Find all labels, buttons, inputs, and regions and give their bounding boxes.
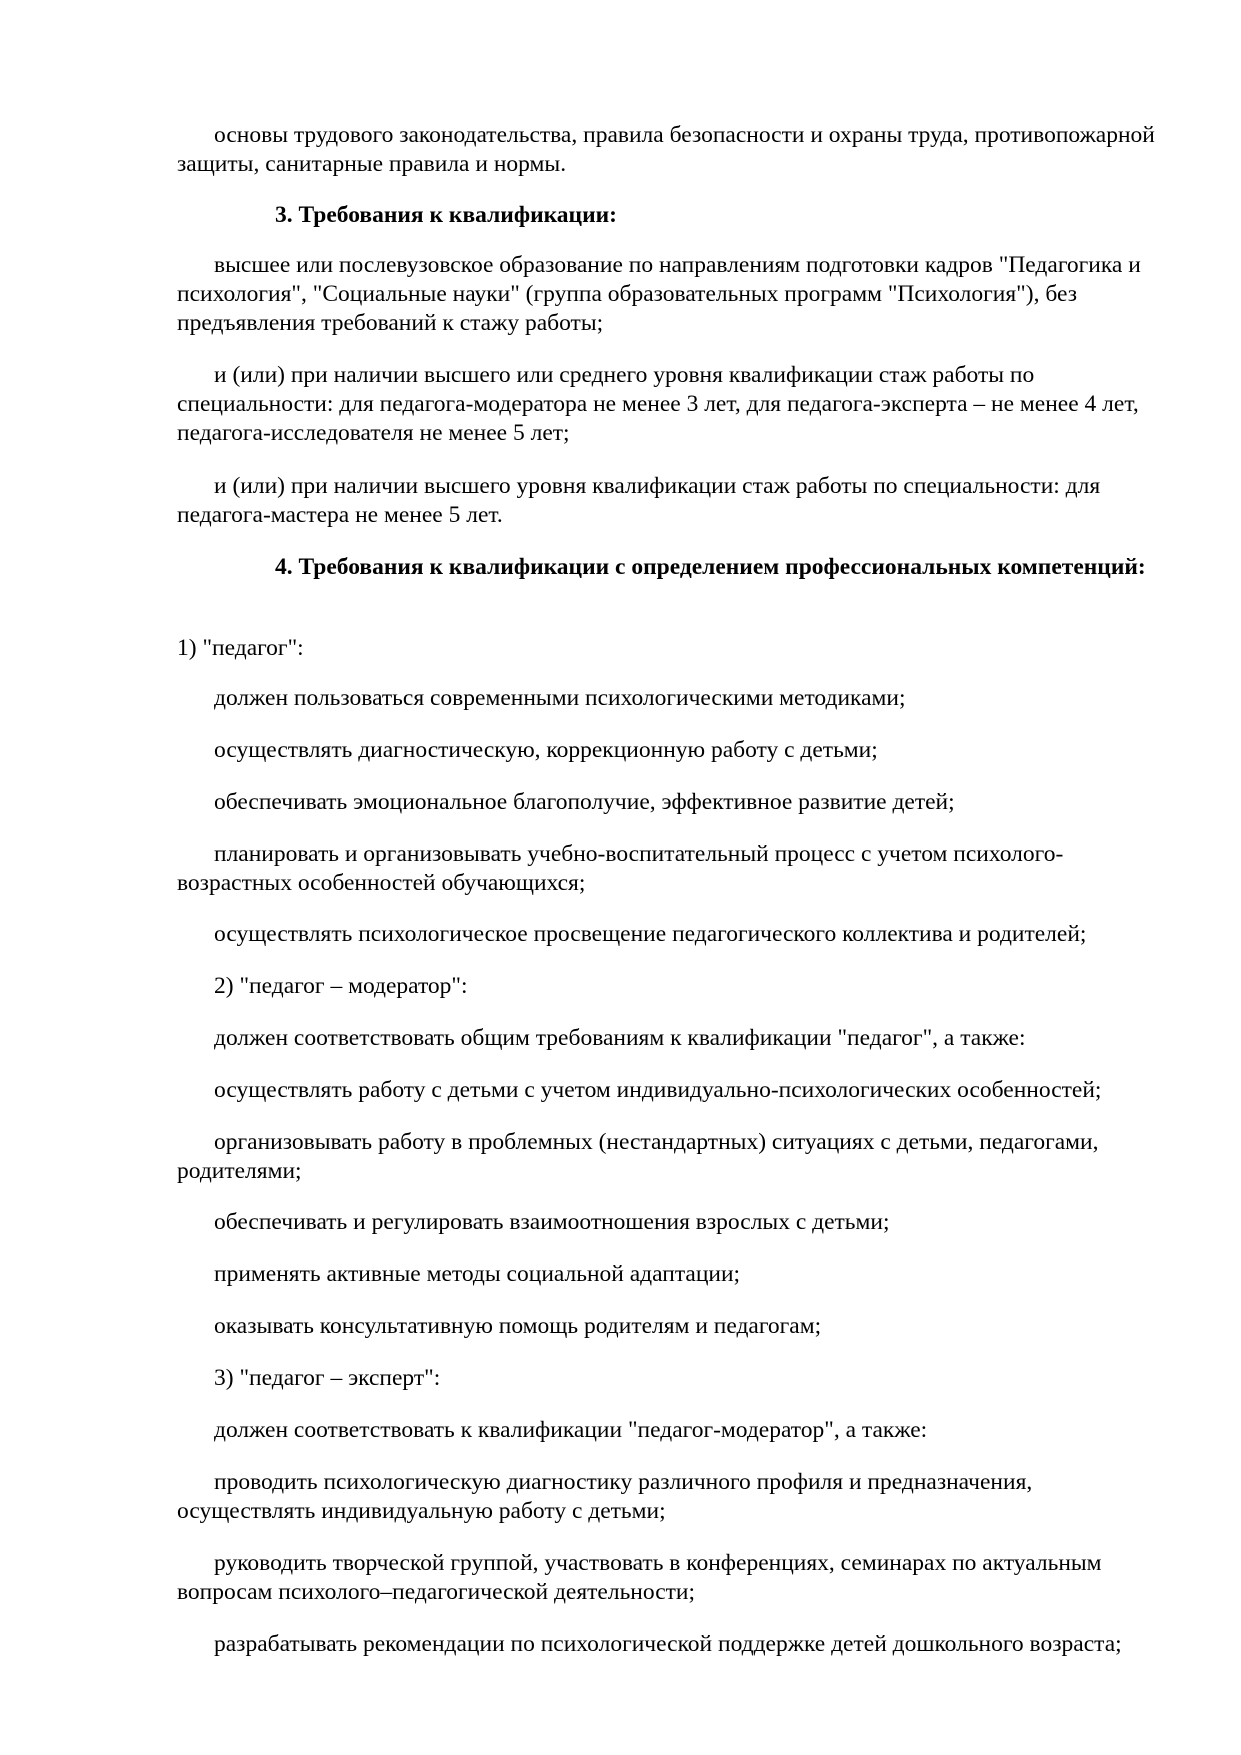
list-item: должен соответствовать общим требованиям к квалификации "педагог", а также: (214, 1025, 1026, 1051)
paragraph-education: высшее или послевузовское образование по направлениям подготовки кадров "Педагогика и психология", "Социальные науки" (группа образовательных программ "Психология"), без предъявления требований к стажу работы; (177, 252, 1141, 336)
list-item: обеспечивать и регулировать взаимоотношения взрослых с детьми; (214, 1209, 890, 1235)
section-heading-3: 3. Требования к квалификации: (275, 202, 618, 228)
paragraph-labor-law: основы трудового законодательства, правила безопасности и охраны труда, противопожарной защиты, санитарные правила и нормы. (177, 122, 1155, 177)
paragraph-experience-1: и (или) при наличии высшего или среднего уровня квалификации стаж работы по специальности: для педагога-модератора не менее 3 лет, для педагога-эксперта – не менее 4 лет, педагога-исследователя не менее 5 лет; (177, 362, 1139, 446)
list-item: обеспечивать эмоциональное благополучие, эффективное развитие детей; (214, 789, 955, 815)
list-item: осуществлять психологическое просвещение педагогического коллектива и родителей; (214, 921, 1087, 947)
list-item: должен пользоваться современными психологическими методиками; (214, 685, 906, 711)
section-heading-4: 4. Требования к квалификации с определением профессиональных компетенций: (275, 554, 1146, 580)
subsection-pedagog: 1) "педагог": (177, 635, 304, 661)
list-item: проводить психологическую диагностику различного профиля и предназначения, осуществлять индивидуальную работу с детьми; (177, 1469, 1033, 1524)
list-item: должен соответствовать к квалификации "педагог-модератор", а также: (214, 1417, 928, 1443)
list-item: планировать и организовывать учебно-воспитательный процесс с учетом психолого-возрастных особенностей обучающихся; (177, 841, 1064, 896)
list-item: руководить творческой группой, участвовать в конференциях, семинарах по актуальным вопросам психолого–педагогической деятельности; (177, 1550, 1102, 1605)
list-item: оказывать консультативную помощь родителям и педагогам; (214, 1313, 822, 1339)
subsection-pedagog-moderator: 2) "педагог – модератор": (214, 973, 468, 999)
paragraph-experience-2: и (или) при наличии высшего уровня квалификации стаж работы по специальности: для педагога-мастера не менее 5 лет. (177, 473, 1101, 528)
list-item: осуществлять диагностическую, коррекционную работу с детьми; (214, 737, 878, 763)
subsection-pedagog-expert: 3) "педагог – эксперт": (214, 1365, 441, 1391)
list-item: применять активные методы социальной адаптации; (214, 1261, 741, 1287)
list-item: разрабатывать рекомендации по психологической поддержке детей дошкольного возраста; (214, 1631, 1122, 1657)
list-item: осуществлять работу с детьми с учетом индивидуально-психологических особенностей; (214, 1077, 1102, 1103)
list-item: организовывать работу в проблемных (нестандартных) ситуациях с детьми, педагогами, родителями; (177, 1129, 1099, 1184)
